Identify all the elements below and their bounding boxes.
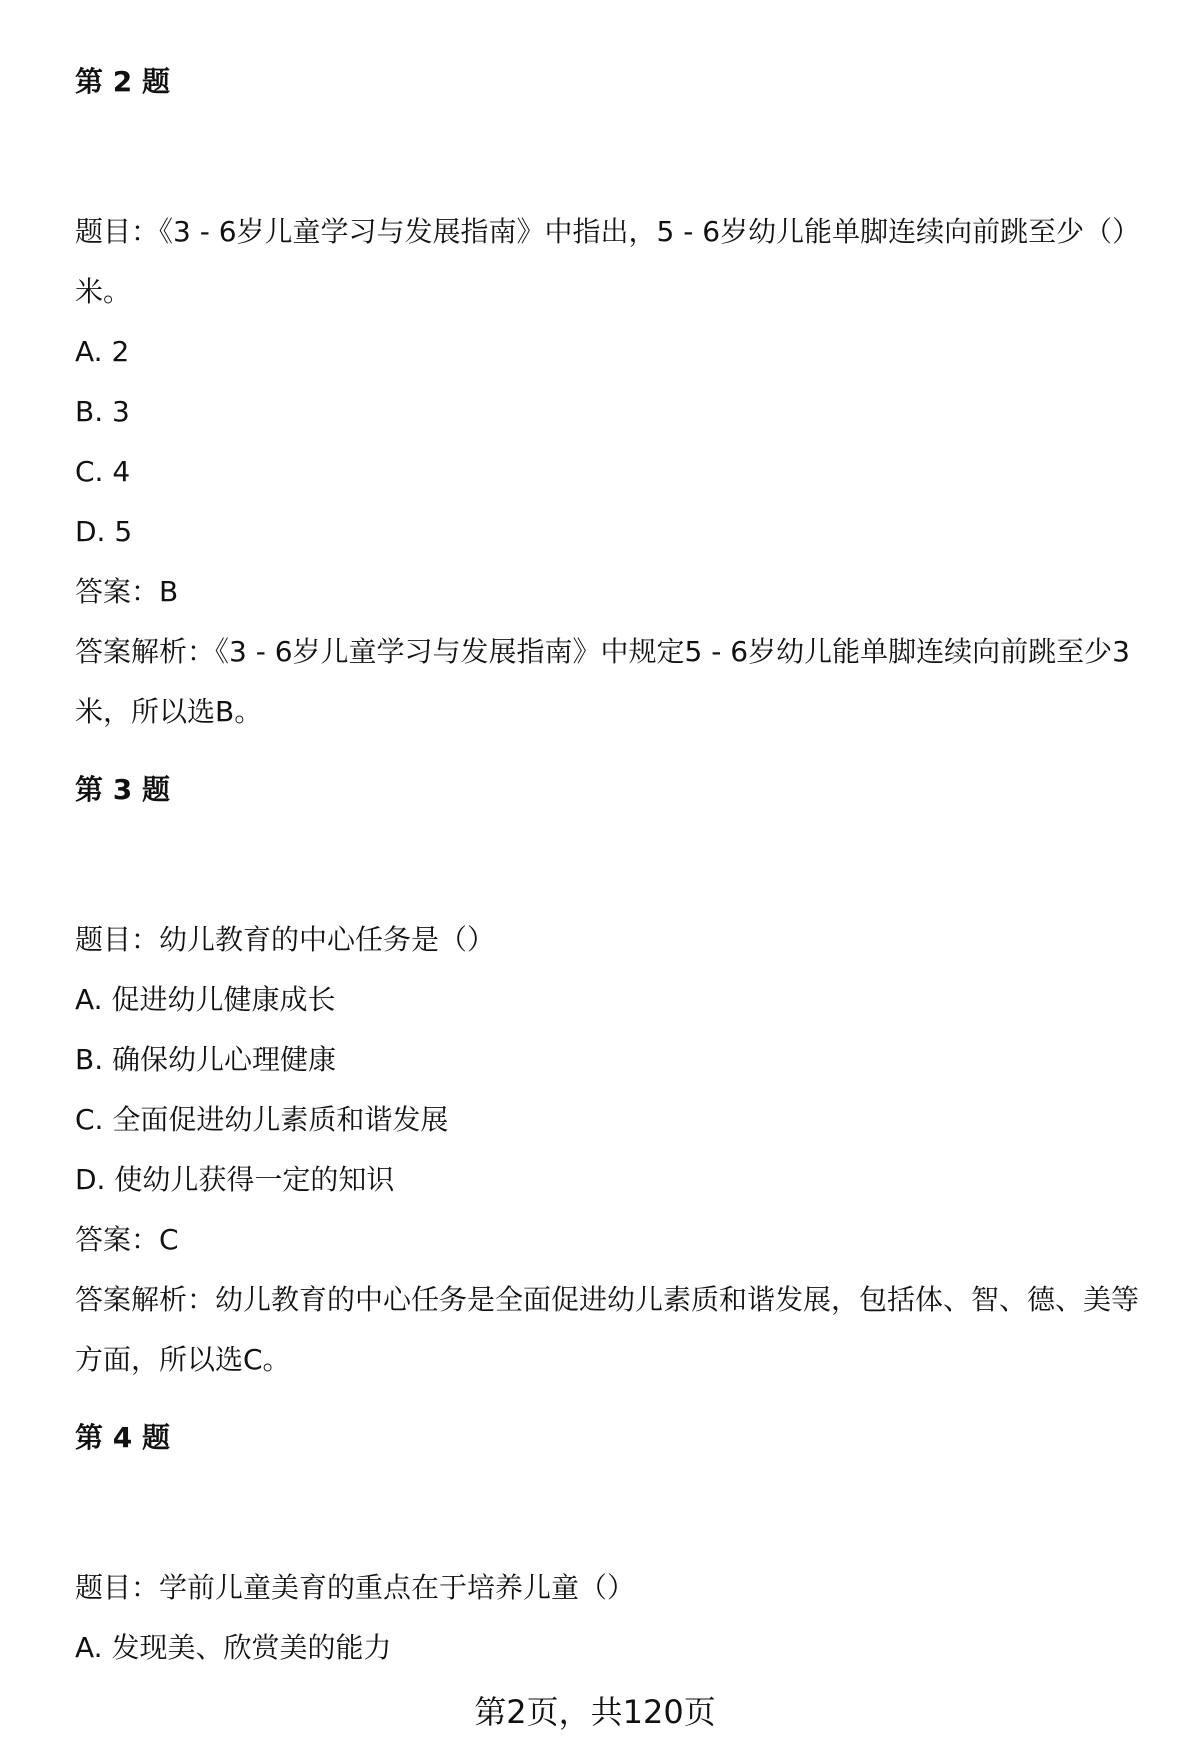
question-2 (75, 62, 1165, 742)
question-heading: 第 4 题 (75, 1421, 170, 1454)
option-a: A. 2 (75, 335, 130, 368)
question-3 (75, 770, 1165, 1390)
option-b: B. 确保幼儿心理健康 (75, 1043, 337, 1076)
option-c: C. 全面促进幼儿素质和谐发展 (75, 1103, 449, 1136)
page-number: 第2页，共120页 (474, 1693, 716, 1731)
option-c: C. 4 (75, 455, 131, 488)
answer-text: 答案：C (75, 1223, 179, 1256)
question-4 (75, 1418, 1165, 1678)
question-text: 题目：《3 - 6岁儿童学习与发展指南》中指出，5 - 6岁幼儿能单脚连续向前跳至少（）米。 (75, 215, 1141, 308)
option-b: B. 3 (75, 395, 130, 428)
question-heading: 第 3 题 (75, 773, 170, 806)
answer-text: 答案：B (75, 575, 179, 608)
page-content (75, 62, 1165, 1678)
option-a: A. 发现美、欣赏美的能力 (75, 1631, 392, 1664)
question-text: 题目：学前儿童美育的重点在于培养儿童（） (75, 1571, 636, 1604)
option-d: D. 5 (75, 515, 133, 548)
answer-analysis: 答案解析：《3 - 6岁儿童学习与发展指南》中规定5 - 6岁幼儿能单脚连续向前跳至少3米，所以选B。 (75, 635, 1130, 728)
option-d: D. 使幼儿获得一定的知识 (75, 1163, 395, 1196)
question-text: 题目：幼儿教育的中心任务是（） (75, 923, 496, 956)
option-a: A. 促进幼儿健康成长 (75, 983, 336, 1016)
answer-analysis: 答案解析：幼儿教育的中心任务是全面促进幼儿素质和谐发展，包括体、智、德、美等方面，所以选C。 (75, 1283, 1140, 1376)
question-heading: 第 2 题 (75, 65, 170, 98)
